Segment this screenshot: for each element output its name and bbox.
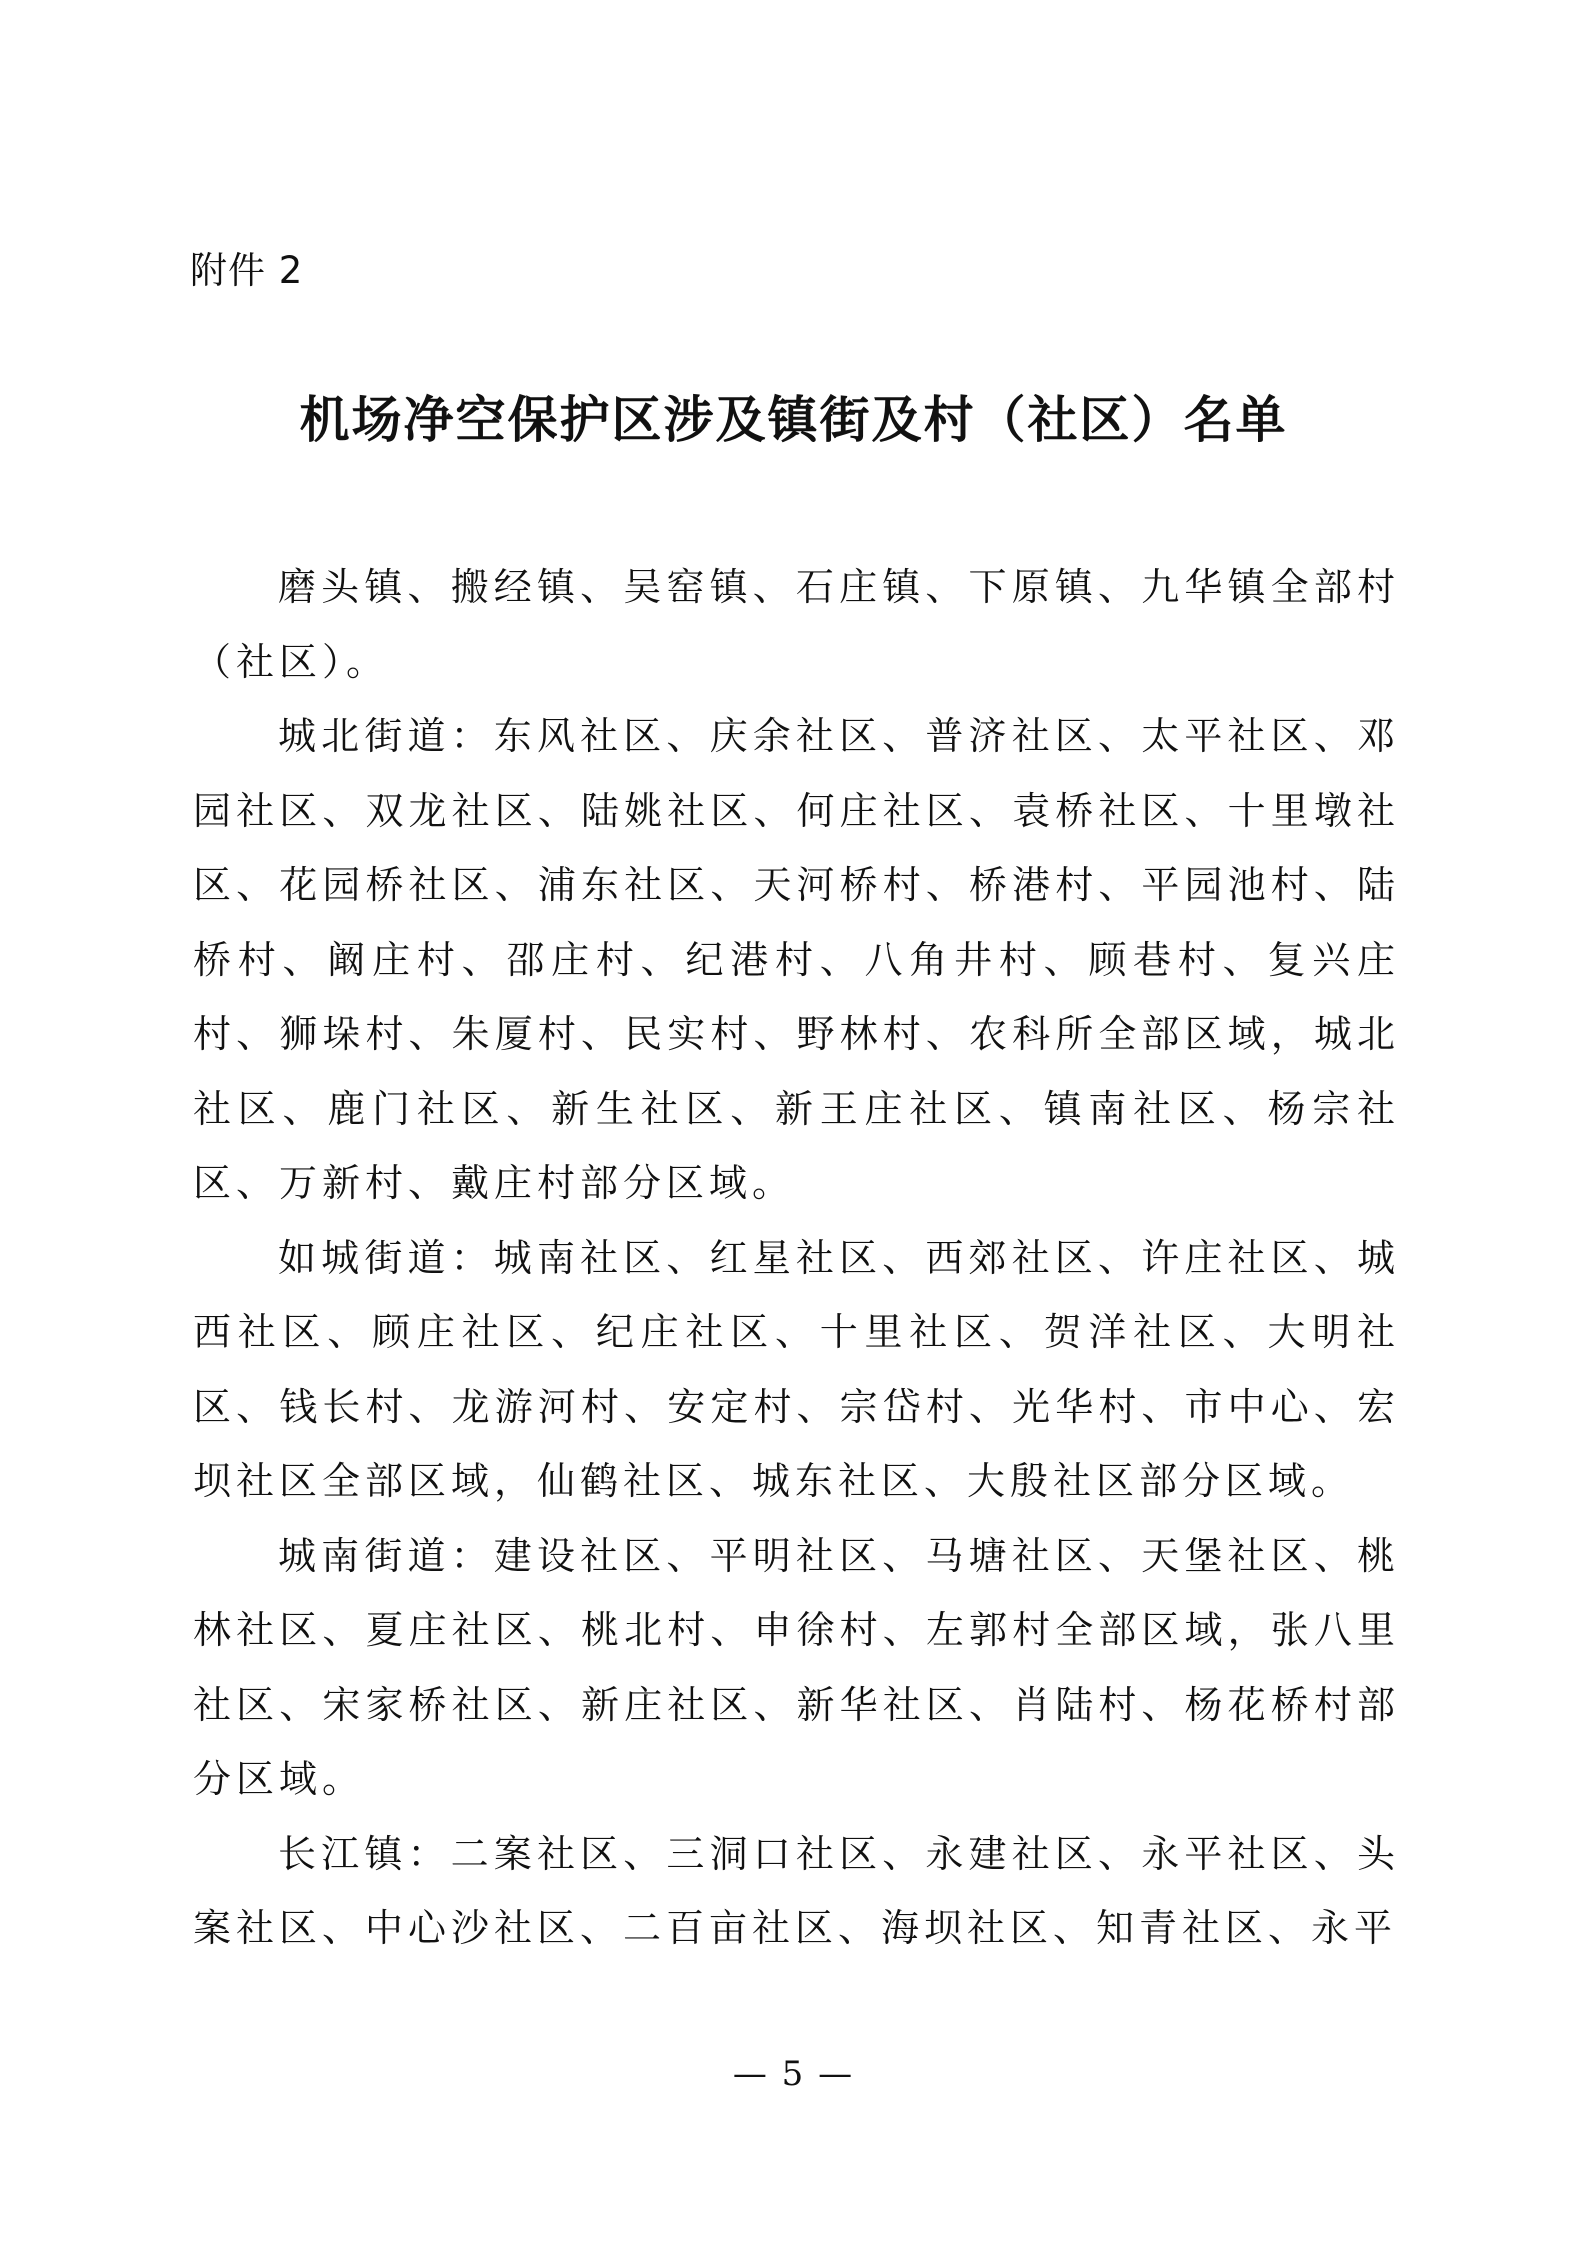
paragraph-chengbei: 城北街道：东风社区、庆余社区、普济社区、太平社区、邓园社区、双龙社区、陆姚社区、何庄社区、袁桥社区、十里墩社区、花园桥社区、浦东社区、天河桥村、桥港村、平园池村、陆桥村、阚庄村、邵庄村、纪港村、八角井村、顾巷村、复兴庄村、狮垛村、朱厦村、民实村、野林村、农科所全部区域，城北社区、鹿门社区、新生社区、新王庄社区、镇南社区、杨宗社区、万新村、戴庄村部分区域。 [193,714,1400,1205]
paragraph-towns: 磨头镇、搬经镇、吴窑镇、石庄镇、下原镇、九华镇全部村（社区）。 [193,565,1400,684]
paragraph-changjiang: 长江镇：二案社区、三洞口社区、永建社区、永平社区、头案社区、中心沙社区、二百亩社区、海坝社区、知青社区、永平 [193,1831,1400,1950]
paragraph-rucheng: 如城街道：城南社区、红星社区、西郊社区、许庄社区、城西社区、顾庄社区、纪庄社区、十里社区、贺洋社区、大明社区、钱长村、龙游河村、安定村、宗岱村、光华村、市中心、宏坝社区全部区域，仙鹤社区、城东社区、大殷社区部分区域。 [193,1235,1400,1503]
paragraph-chengnan: 城南街道：建设社区、平明社区、马塘社区、天堡社区、桃林社区、夏庄社区、桃北村、申徐村、左郭村全部区域，张八里社区、宋家桥社区、新庄社区、新华社区、肖陆村、杨花桥村部分区域。 [193,1533,1400,1801]
page-number: — 5 — [732,2054,855,2094]
document-body [193,550,1400,1966]
page-title: 机场净空保护区涉及镇街及村（社区）名单 [299,391,1288,449]
attachment-label: 附件 2 [190,249,304,292]
